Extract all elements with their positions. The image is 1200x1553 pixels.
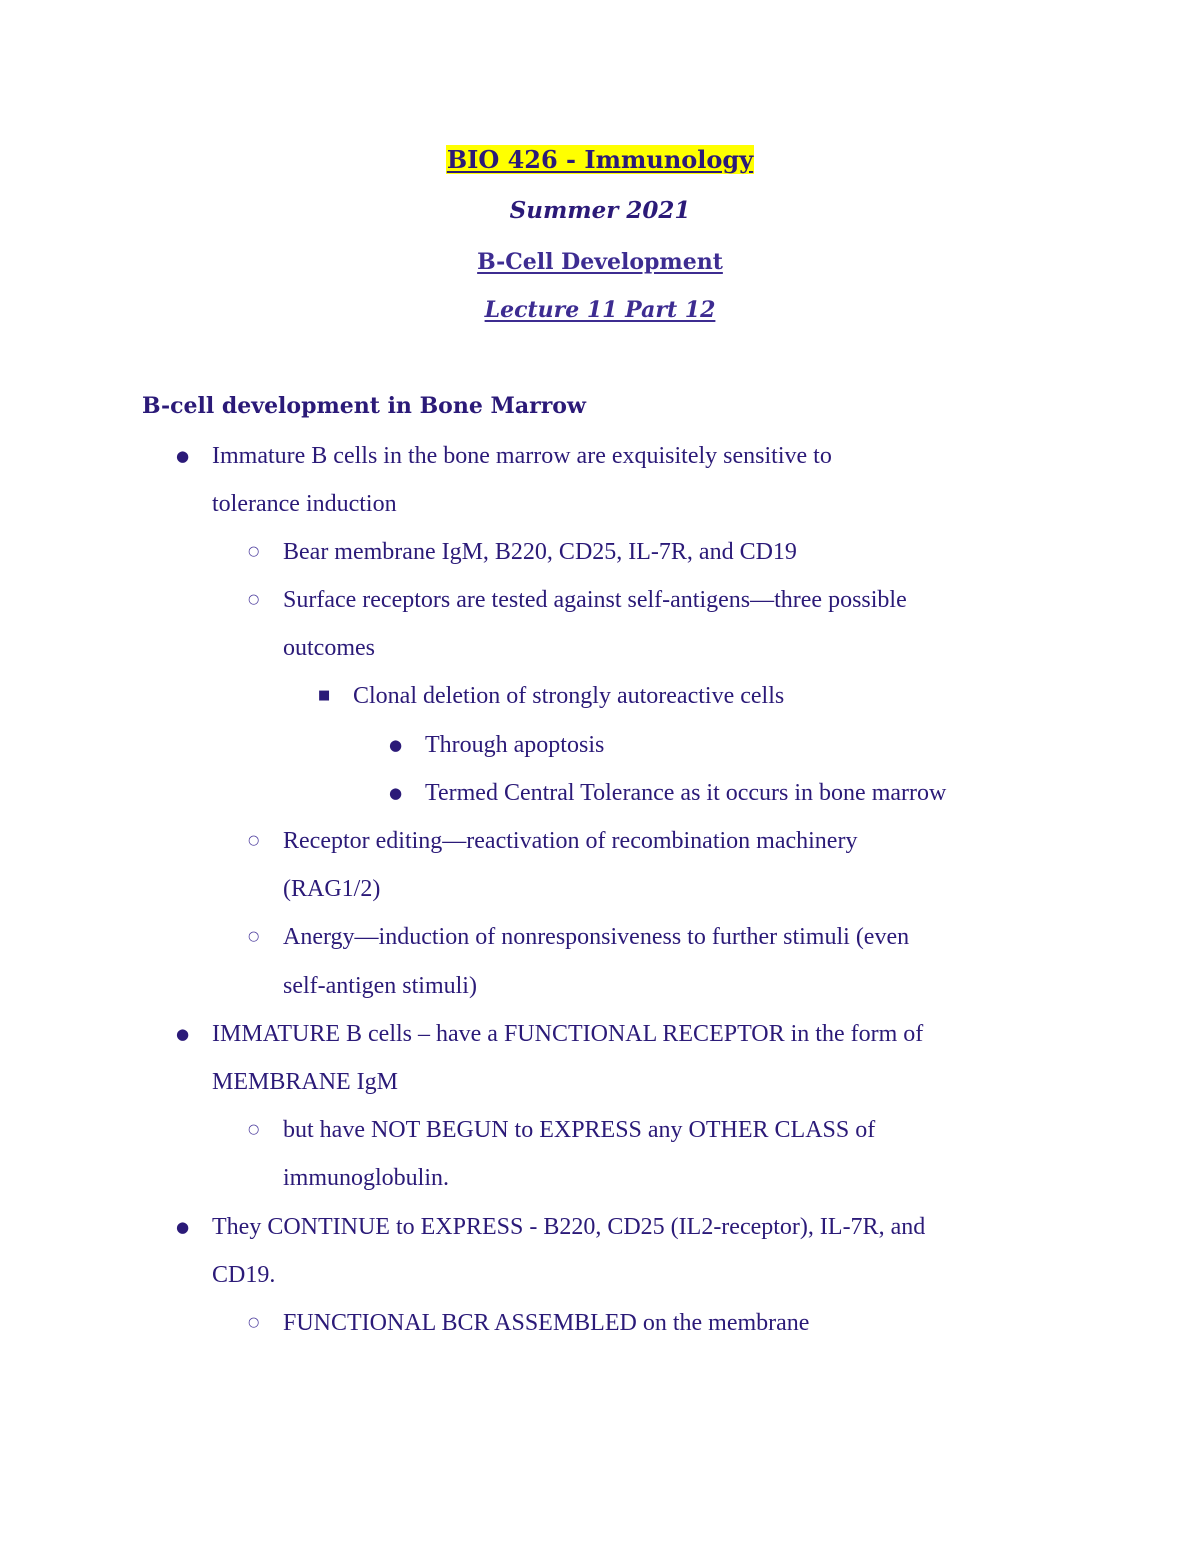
bullet-disc: ● (176, 447, 190, 465)
list-item-text: Termed Central Tolerance as it occurs in bone marrow (425, 780, 947, 806)
list-item-text: (RAG1/2) (283, 876, 381, 902)
bullet-disc: ● (389, 784, 403, 802)
bullet-circle: ○ (248, 1122, 260, 1137)
list-item-text: Through apoptosis (425, 732, 605, 758)
course-title-text: BIO 426 - Immunology (446, 145, 754, 174)
list-item-text: tolerance induction (212, 491, 397, 517)
list-item-text: self-antigen stimuli) (283, 973, 477, 999)
list-item-text: Clonal deletion of strongly autoreactive cells (353, 683, 785, 709)
list-item-text: outcomes (283, 635, 375, 661)
bullet-circle: ○ (248, 1315, 260, 1330)
term: Summer 2021 (509, 197, 691, 224)
bullet-disc: ● (176, 1218, 190, 1236)
list-item-text: MEMBRANE IgM (212, 1069, 399, 1095)
bullet-circle: ○ (248, 544, 260, 559)
list-item-text: Surface receptors are tested against self-antigens—three possible (283, 587, 907, 613)
bullet-circle: ○ (248, 592, 260, 607)
bullet-square: ■ (318, 688, 331, 703)
section-heading: B-cell development in Bone Marrow (142, 393, 586, 419)
list-item-text: FUNCTIONAL BCR ASSEMBLED on the membrane (283, 1310, 810, 1336)
bullet-disc: ● (389, 736, 403, 754)
list-item-text: Bear membrane IgM, B220, CD25, IL-7R, and CD19 (283, 539, 797, 565)
bullet-disc: ● (176, 1025, 190, 1043)
topic-title: B-Cell Development (477, 249, 723, 275)
list-item-text: They CONTINUE to EXPRESS - B220, CD25 (IL2-receptor), IL-7R, and (212, 1214, 926, 1240)
bullet-circle: ○ (248, 929, 260, 944)
list-item-text: Immature B cells in the bone marrow are exquisitely sensitive to (212, 443, 832, 469)
list-item-text: IMMATURE B cells – have a FUNCTIONAL RECEPTOR in the form of (212, 1021, 924, 1047)
bullet-circle: ○ (248, 833, 260, 848)
list-item-text: Anergy—induction of nonresponsiveness to further stimuli (even (283, 924, 910, 950)
list-item-text: immunoglobulin. (283, 1165, 450, 1191)
list-item-text: but have NOT BEGUN to EXPRESS any OTHER CLASS of (283, 1117, 876, 1143)
course-title (0, 142, 1200, 178)
list-item-text: Receptor editing—reactivation of recombination machinery (283, 828, 858, 854)
lecture-label: Lecture 11 Part 12 (484, 297, 716, 323)
list-item-text: CD19. (212, 1262, 276, 1288)
